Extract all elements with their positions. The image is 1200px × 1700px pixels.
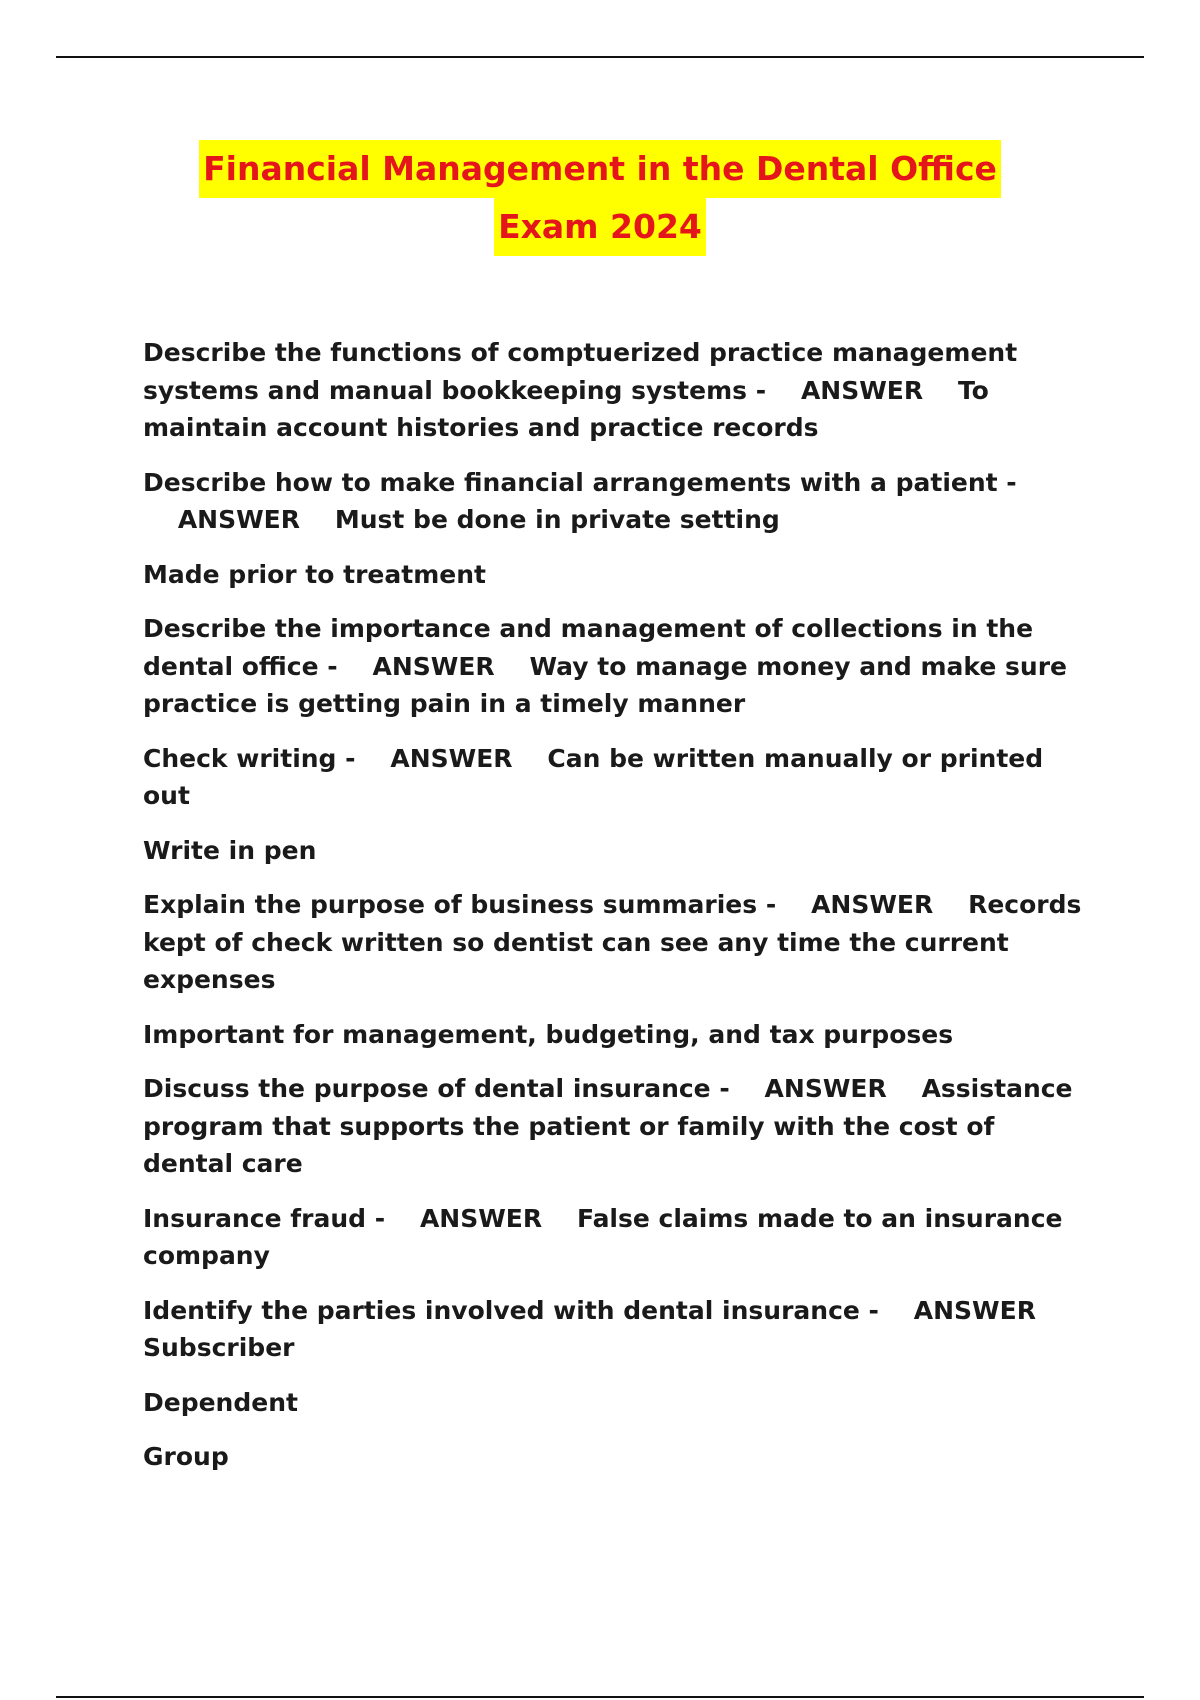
qa-entry — [143, 464, 1088, 539]
qa-entry — [143, 740, 1088, 815]
answer-label: ANSWER — [419, 1203, 543, 1233]
answer-continuation: Group — [143, 1442, 229, 1471]
answer: Can be written manually or printed out — [143, 743, 1044, 810]
answer-label: ANSWER — [811, 890, 934, 919]
answer-continuation: Important for management, budgeting, and tax purposes — [143, 1019, 954, 1049]
answer-label: ANSWER — [764, 1074, 887, 1103]
question: Insurance fraud - — [143, 1203, 386, 1233]
qa-entry — [143, 1200, 1088, 1275]
answer: Subscriber — [143, 1333, 295, 1362]
answer-continuation: Made prior to treatment — [143, 559, 486, 589]
qa-entry — [143, 886, 1088, 999]
question: Describe how to make financial arrangements with a patient - — [143, 467, 1017, 497]
question: Explain the purpose of business summaries - — [143, 890, 777, 919]
answer-label: ANSWER — [913, 1295, 1036, 1325]
qa-entry — [143, 610, 1088, 723]
question: Check writing - — [143, 743, 356, 773]
bottom-rule — [56, 1696, 1144, 1698]
qa-entry — [143, 1292, 1088, 1367]
question: Describe the functions of comptuerized practice management systems and manual bookkeeping systems - — [143, 338, 1018, 405]
qa-list — [143, 334, 1088, 1493]
question: Identify the parties involved with dental insurance - — [143, 1295, 879, 1325]
answer-label: ANSWER — [177, 505, 301, 534]
answer-label: ANSWER — [390, 743, 513, 773]
answer: Way to manage money and make sure practice is getting pain in a timely manner — [143, 651, 1067, 718]
answer-continuation: Write in pen — [143, 835, 317, 865]
answer-label: ANSWER — [372, 651, 495, 681]
answer-continuation: Dependent — [143, 1387, 298, 1417]
answer: Assistance program that supports the patient or family with the cost of dental care — [143, 1074, 1073, 1178]
answer: False claims made to an insurance company — [143, 1203, 1063, 1270]
title-line-1: Financial Management in the Dental Office — [199, 140, 1001, 198]
title-line-2: Exam 2024 — [494, 198, 706, 256]
question: Describe the importance and management of collections in the dental office - — [143, 614, 1034, 681]
document-title — [0, 140, 1200, 256]
top-rule — [56, 56, 1144, 58]
answer: To maintain account histories and practice records — [143, 375, 989, 442]
qa-entry — [143, 1070, 1088, 1183]
qa-entry — [143, 334, 1088, 447]
answer: Records kept of check written so dentist can see any time the current expenses — [143, 890, 1082, 994]
answer: Must be done in private setting — [334, 505, 780, 534]
question: Discuss the purpose of dental insurance - — [143, 1074, 730, 1103]
answer-label: ANSWER — [800, 375, 924, 405]
